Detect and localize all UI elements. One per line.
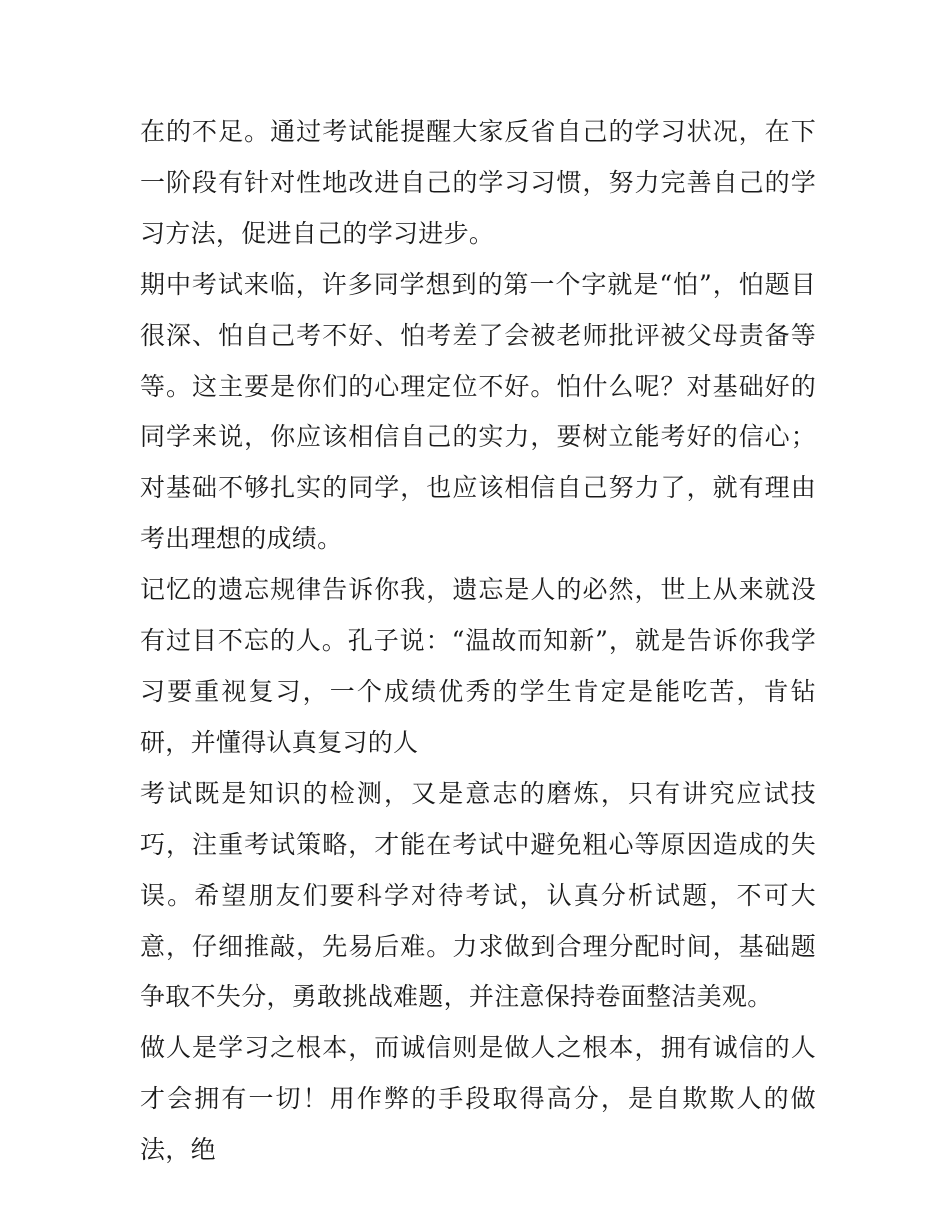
- paragraph-3: 记忆的遗忘规律告诉你我，遗忘是人的必然，世上从来就没有过目不忘的人。孔子说：“温故而知新”，就是告诉你我学习要重视复习，一个成绩优秀的学生肯定是能吃苦，肯钻研，并懂得认真复习的人: [140, 575, 816, 757]
- paragraph-5: 做人是学习之根本，而诚信则是做人之根本，拥有诚信的人才会拥有一切！用作弊的手段取得高分，是自欺欺人的做法，绝: [140, 1033, 816, 1165]
- paragraph-2: 期中考试来临，许多同学想到的第一个字就是“怕”，怕题目很深、怕自己考不好、怕考差了会被老师批评被父母责备等等。这主要是你们的心理定位不好。怕什么呢？对基础好的同学来说，你应该相信自己的实力，要树立能考好的信心；对基础不够扎实的同学，也应该相信自己努力了，就有理由考出理想的成绩。: [140, 269, 816, 554]
- document-page: [140, 107, 816, 1176]
- paragraph-1: 在的不足。通过考试能提醒大家反省自己的学习状况，在下一阶段有针对性地改进自己的学习习惯，努力完善自己的学习方法，促进自己的学习进步。: [140, 117, 816, 248]
- paragraph-4: 考试既是知识的检测，又是意志的磨炼，只有讲究应试技巧，注重考试策略，才能在考试中避免粗心等原因造成的失误。希望朋友们要科学对待考试，认真分析试题，不可大意，仔细推敲，先易后难。力求做到合理分配时间，基础题争取不失分，勇敢挑战难题，并注意保持卷面整洁美观。: [140, 778, 816, 1012]
